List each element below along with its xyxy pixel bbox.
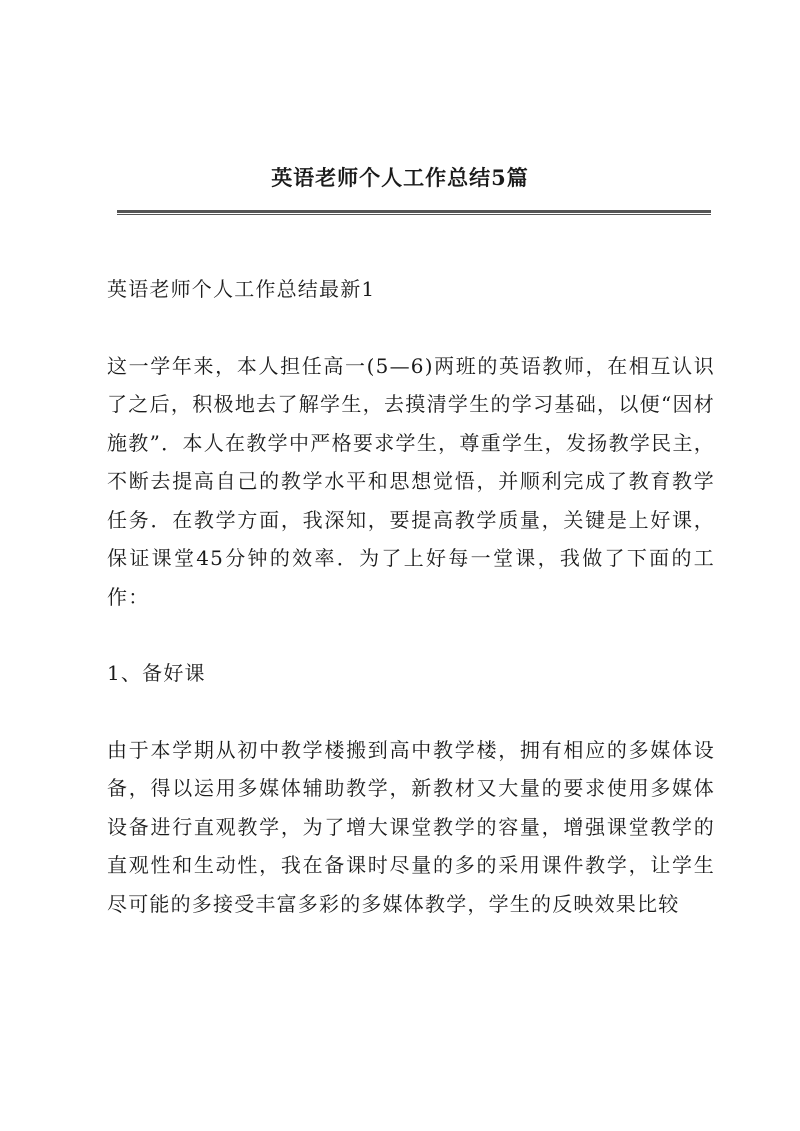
- paragraph-intro: 这一学年来，本人担任高一(5—6)两班的英语教师，在相互认识了之后，积极地去了解学生，去摸清学生的学习基础，以便“因材施教”．本人在教学中严格要求学生，尊重学生，发扬教学民主，不断去提高自己的教学水平和思想觉悟，并顺利完成了教育教学任务．在教学方面，我深知，要提高教学质量，关键是上好课，保证课堂45分钟的效率．为了上好每一堂课，我做了下面的工作：: [107, 353, 715, 609]
- spacer: [107, 693, 715, 731]
- section-heading: 英语老师个人工作总结最新1: [107, 277, 376, 301]
- item-heading: 1、备好课: [107, 661, 206, 685]
- document-title: 英语老师个人工作总结5篇: [271, 165, 529, 190]
- paragraph-multimedia: 由于本学期从初中教学楼搬到高中教学楼，拥有相应的多媒体设备，得以运用多媒体辅助教学，新教材又大量的要求使用多媒体设备进行直观教学，为了增大课堂教学的容量，增强课堂教学的直观性和生动性，我在备课时尽量的多的采用课件教学，让学生尽可能的多接受丰富多彩的多媒体教学，学生的反映效果比较: [107, 737, 715, 916]
- spacer: [107, 616, 715, 654]
- title-divider: [117, 210, 711, 215]
- spacer: [107, 309, 715, 347]
- document-body: [107, 270, 715, 923]
